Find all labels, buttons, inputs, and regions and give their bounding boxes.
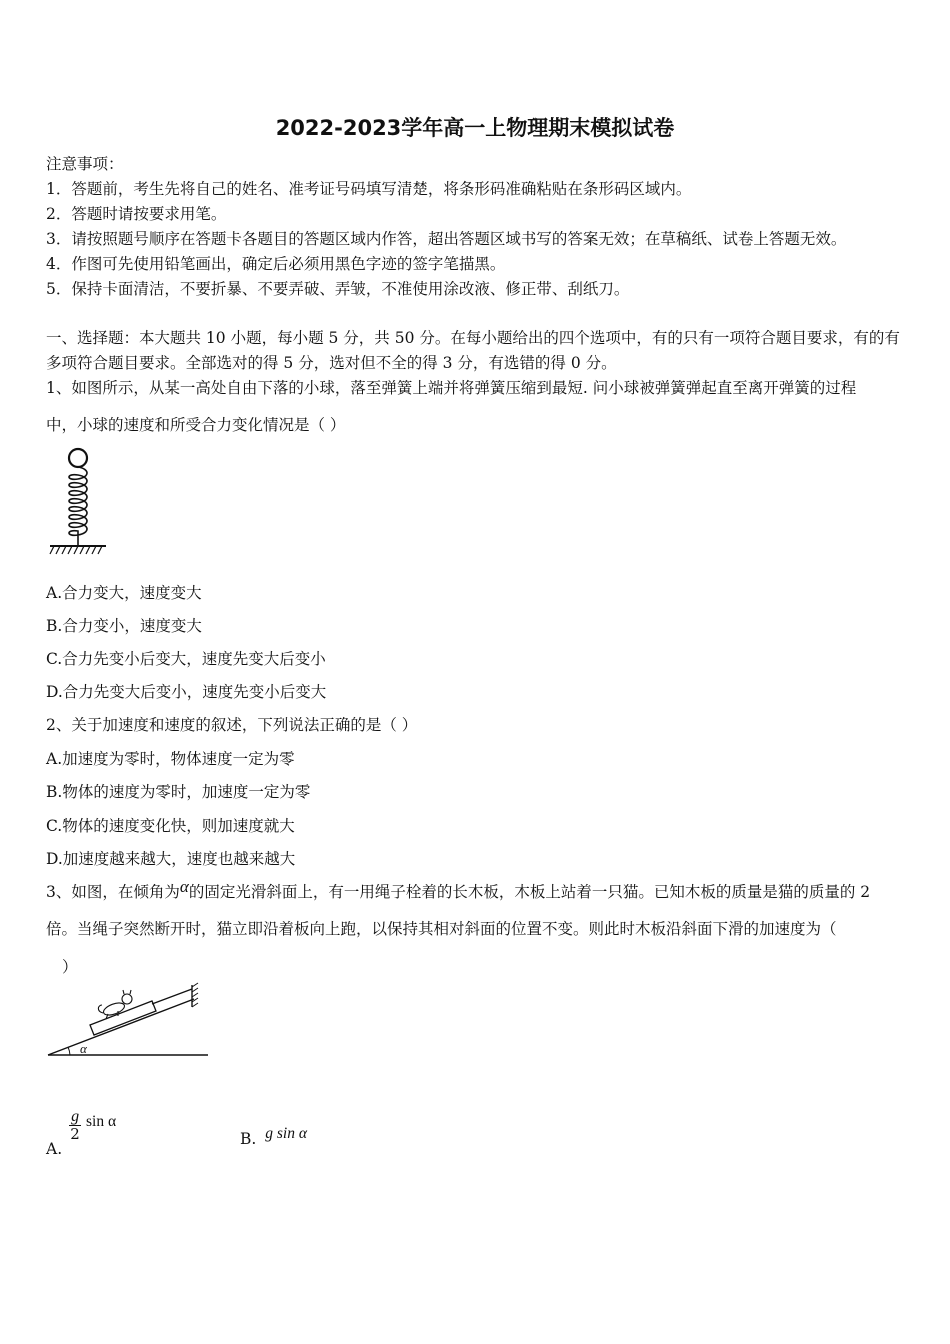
q1-stem-line1: 1、如图所示，从某一高处自由下落的小球，落至弹簧上端并将弹簧压缩到最短. 问小球被弹簧弹起直至离开弹簧的过程 [46, 379, 857, 397]
section-instructions-line1: 一、选择题：本大题共 10 小题，每小题 5 分，共 50 分。在每小题给出的四个选项中，有的只有一项符合题目要求，有的有 [46, 329, 900, 347]
q1-option-c: C.合力先变小后变大，速度先变大后变小 [46, 650, 326, 668]
notice-item-1: 1．答题前，考生先将自己的姓名、准考证号码填写清楚，将条形码准确粘贴在条形码区域内。 [46, 180, 692, 198]
q3-option-b-label: B. [240, 1130, 257, 1148]
q3-option-a [46, 1108, 117, 1158]
q2-stem: 2、关于加速度和速度的叙述，下列说法正确的是（ ） [46, 716, 418, 734]
q3-option-a-label: A. [46, 1139, 63, 1158]
fraction-numerator: g [71, 1108, 80, 1125]
q3-stem-line3: ） [62, 958, 78, 976]
alpha-symbol: α [179, 877, 189, 896]
incline-angle-label: α [80, 1041, 87, 1056]
fraction-g-over-2 [69, 1108, 81, 1143]
incline-cat-figure [46, 985, 212, 1075]
q1-option-d: D.合力先变大后变小，速度先变小后变大 [46, 683, 327, 701]
section-instructions-line2: 多项符合题目要求。全部选对的得 5 分，选对但不全的得 3 分，有选错的得 0 分。 [46, 354, 617, 372]
q3-option-b-expr: g sin α [265, 1125, 307, 1142]
q3-stem-line1-post: 的固定光滑斜面上，有一用绳子栓着的长木板，木板上站着一只猫。已知木板的质量是猫的质量的 2 [188, 883, 871, 901]
q2-option-d: D.加速度越来越大，速度也越来越大 [46, 850, 296, 868]
q3-stem-line2: 倍。当绳子突然断开时，猫立即沿着板向上跑，以保持其相对斜面的位置不变。则此时木板沿斜面下滑的加速度为（ [46, 920, 837, 938]
q3-stem-line1-pre: 3、如图，在倾角为 [46, 883, 180, 901]
notice-item-5: 5．保持卡面清洁，不要折暴、不要弄破、弄皱，不准使用涂改液、修正带、刮纸刀。 [46, 280, 630, 298]
spring-ball-figure [46, 446, 110, 558]
notice-item-2: 2．答题时请按要求用笔。 [46, 205, 227, 223]
fraction-denominator: 2 [70, 1125, 80, 1143]
q3-stem-line1 [46, 877, 871, 902]
q3-option-a-sin: sin α [86, 1112, 117, 1130]
q2-option-c: C.物体的速度变化快，则加速度就大 [46, 817, 295, 835]
q1-option-b: B.合力变小，速度变大 [46, 617, 202, 635]
q1-stem-line2: 中，小球的速度和所受合力变化情况是（ ） [46, 416, 346, 434]
q2-option-b: B.物体的速度为零时，加速度一定为零 [46, 783, 311, 801]
q3-option-b [240, 1125, 307, 1149]
notice-item-3: 3．请按照题号顺序在答题卡各题目的答题区域内作答，超出答题区域书写的答案无效；在草稿纸、试卷上答题无效。 [46, 230, 847, 248]
page-title: 2022-2023学年高一上物理期末模拟试卷 [275, 116, 675, 140]
notice-item-4: 4．作图可先使用铅笔画出，确定后必须用黑色字迹的签字笔描黑。 [46, 255, 506, 273]
q1-option-a: A.合力变大，速度变大 [46, 584, 202, 602]
q2-option-a: A.加速度为零时，物体速度一定为零 [46, 750, 295, 768]
notice-heading: 注意事项： [46, 155, 124, 173]
